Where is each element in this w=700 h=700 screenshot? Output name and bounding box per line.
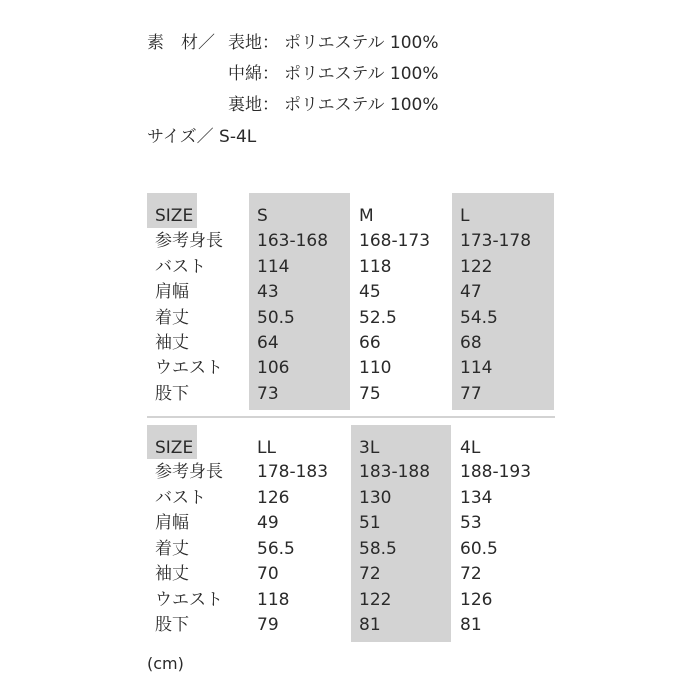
table-cell: 178-183 xyxy=(257,462,329,482)
table-cell: 173-178 xyxy=(460,231,532,251)
table-cell: 163-168 xyxy=(257,231,329,251)
table-cell: 43 xyxy=(257,282,279,302)
table-cell: 79 xyxy=(257,615,279,635)
table-cell: 114 xyxy=(460,358,493,378)
table-cell: 130 xyxy=(359,488,392,508)
table-header-ll: LL xyxy=(257,438,276,458)
table-header-m: M xyxy=(359,206,374,226)
table-cell: 58.5 xyxy=(359,539,397,559)
table-cell: 114 xyxy=(257,257,290,277)
table-cell: 56.5 xyxy=(257,539,295,559)
table-header-size: SIZE xyxy=(155,206,194,226)
table-header-l: L xyxy=(460,206,470,226)
table-cell: 110 xyxy=(359,358,392,378)
table-header-size: SIZE xyxy=(155,438,194,458)
material-value-outer: ポリエステル 100% xyxy=(284,33,439,53)
table-cell: 134 xyxy=(460,488,493,508)
row-label-inseam: 股下 xyxy=(155,384,189,404)
table-cell: 77 xyxy=(460,384,482,404)
row-label-inseam: 股下 xyxy=(155,615,189,635)
size-range: サイズ／ S-4L xyxy=(147,127,257,147)
table-cell: 64 xyxy=(257,333,279,353)
table-cell: 52.5 xyxy=(359,308,397,328)
table-cell: 72 xyxy=(460,564,482,584)
row-label-height: 参考身長 xyxy=(155,231,223,251)
material-part-outer: 表地： xyxy=(228,33,279,53)
row-label-shoulder: 肩幅 xyxy=(155,513,189,533)
table-cell: 118 xyxy=(359,257,392,277)
row-label-height: 参考身長 xyxy=(155,462,223,482)
material-label: 素 材／ xyxy=(147,33,215,53)
table-cell: 60.5 xyxy=(460,539,498,559)
material-value-lining: ポリエステル 100% xyxy=(284,95,439,115)
material-value-padding: ポリエステル 100% xyxy=(284,64,439,84)
table-cell: 106 xyxy=(257,358,290,378)
row-label-waist: ウエスト xyxy=(155,590,223,610)
table-cell: 183-188 xyxy=(359,462,431,482)
row-label-shoulder: 肩幅 xyxy=(155,282,189,302)
table-cell: 51 xyxy=(359,513,381,533)
table-cell: 47 xyxy=(460,282,482,302)
table-cell: 54.5 xyxy=(460,308,498,328)
table-cell: 70 xyxy=(257,564,279,584)
row-label-bust: バスト xyxy=(155,257,206,277)
table-cell: 73 xyxy=(257,384,279,404)
row-label-bust: バスト xyxy=(155,488,206,508)
table-header-3l: 3L xyxy=(359,438,380,458)
table-cell: 188-193 xyxy=(460,462,532,482)
material-part-padding: 中綿： xyxy=(228,64,279,84)
table-divider xyxy=(147,416,555,418)
row-label-sleeve: 袖丈 xyxy=(155,333,189,353)
table-cell: 45 xyxy=(359,282,381,302)
table-cell: 168-173 xyxy=(359,231,431,251)
table-cell: 126 xyxy=(460,590,493,610)
material-part-lining: 裏地： xyxy=(228,95,279,115)
table-cell: 81 xyxy=(359,615,381,635)
table-cell: 81 xyxy=(460,615,482,635)
table-cell: 118 xyxy=(257,590,290,610)
table-cell: 126 xyxy=(257,488,290,508)
table-header-4l: 4L xyxy=(460,438,481,458)
row-label-length: 着丈 xyxy=(155,308,189,328)
table-cell: 50.5 xyxy=(257,308,295,328)
table-cell: 53 xyxy=(460,513,482,533)
table-cell: 75 xyxy=(359,384,381,404)
row-label-waist: ウエスト xyxy=(155,358,223,378)
unit-note: (cm) xyxy=(147,654,184,673)
table-cell: 72 xyxy=(359,564,381,584)
row-label-length: 着丈 xyxy=(155,539,189,559)
table-cell: 66 xyxy=(359,333,381,353)
table-header-s: S xyxy=(257,206,268,226)
table-cell: 122 xyxy=(359,590,392,610)
row-label-sleeve: 袖丈 xyxy=(155,564,189,584)
table-cell: 49 xyxy=(257,513,279,533)
table-cell: 68 xyxy=(460,333,482,353)
table-cell: 122 xyxy=(460,257,493,277)
